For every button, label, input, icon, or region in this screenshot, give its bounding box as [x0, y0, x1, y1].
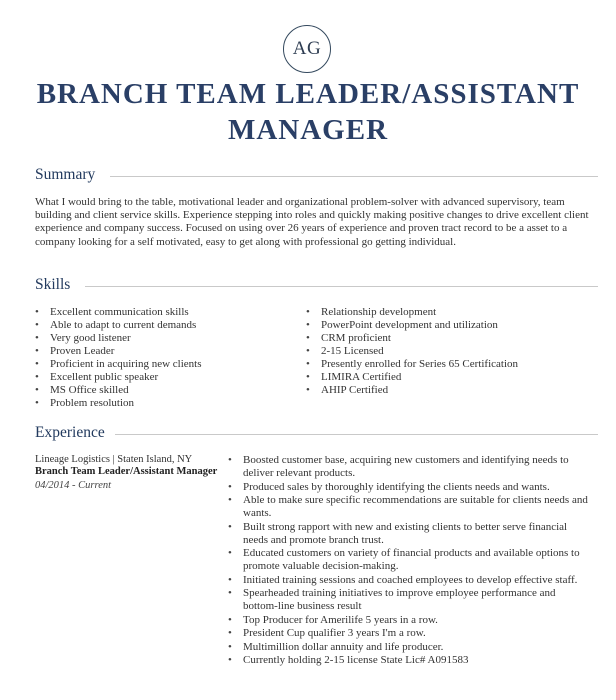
- skills-list-right: [306, 306, 596, 397]
- resume-title-line2: MANAGER: [227, 114, 389, 146]
- skill-item: • LIMIRA Certified: [306, 371, 596, 384]
- skill-item: • Excellent communication skills: [35, 306, 295, 319]
- duty-item: • Produced sales by thoroughly identifying the clients needs and wants.: [228, 481, 588, 494]
- skill-item: • Problem resolution: [35, 397, 295, 410]
- initials-monogram: AG: [283, 25, 331, 73]
- duty-item: • Educated customers on variety of financial products and available options to promote valuable decision-making.: [228, 547, 588, 573]
- skill-item: • Presently enrolled for Series 65 Certification: [306, 358, 596, 371]
- skill-item: • Proficient in acquiring new clients: [35, 358, 295, 371]
- experience-job-title: Branch Team Leader/Assistant Manager: [35, 466, 218, 477]
- duty-item: • Boosted customer base, acquiring new customers and identifying needs to deliver relevant products.: [228, 454, 588, 480]
- skill-item: • Very good listener: [35, 332, 295, 345]
- resume-title: [0, 76, 616, 148]
- skill-item: • PowerPoint development and utilization: [306, 319, 596, 332]
- experience-dates: 04/2014 - Current: [35, 480, 112, 491]
- duty-item: • Top Producer for Amerilife 5 years in a row.: [228, 614, 588, 627]
- resume-title-line1: BRANCH TEAM LEADER/ASSISTANT: [36, 78, 580, 110]
- duty-item: • Currently holding 2-15 license State Lic# A091583: [228, 654, 588, 667]
- skills-heading: Skills: [35, 276, 71, 293]
- skill-item: • AHIP Certified: [306, 384, 596, 397]
- duty-item: • Built strong rapport with new and existing clients to better serve financial needs and promote branch trust.: [228, 521, 588, 547]
- experience-heading: Experience: [35, 424, 105, 441]
- duty-item: • Initiated training sessions and coached employees to develop effective staff.: [228, 574, 588, 587]
- duty-item: • Spearheaded training initiatives to improve employee performance and bottom-line business result: [228, 587, 588, 613]
- duty-item: • Multimillion dollar annuity and life producer.: [228, 641, 588, 654]
- skill-item: • 2-15 Licensed: [306, 345, 596, 358]
- skill-item: • Able to adapt to current demands: [35, 319, 295, 332]
- skill-item: • Excellent public speaker: [35, 371, 295, 384]
- skill-item: • MS Office skilled: [35, 384, 295, 397]
- experience-duties-list: [228, 454, 588, 668]
- experience-divider: [115, 434, 598, 435]
- skill-item: • Proven Leader: [35, 345, 295, 358]
- skill-item: • Relationship development: [306, 306, 596, 319]
- experience-company: Lineage Logistics | Staten Island, NY: [35, 454, 193, 465]
- summary-divider: [110, 176, 598, 177]
- skills-divider: [85, 286, 598, 287]
- skill-item: • CRM proficient: [306, 332, 596, 345]
- duty-item: • President Cup qualifier 3 years I'm a row.: [228, 627, 588, 640]
- summary-text: What I would bring to the table, motivational leader and organizational problem-solver with advanced supervisory, team building and client service skills. Experience stepping into roles and quickly making positive changes to drive excellent client experience and company success. Focused on using over 26 years of experience and proven tract record to be a asset to a company looking for a self motivated, easy to get along with professional go getting individual.: [35, 196, 589, 248]
- duty-item: • Able to make sure specific recommendations are suitable for clients needs and wants.: [228, 494, 588, 520]
- summary-heading: Summary: [35, 166, 96, 183]
- skills-list-left: [35, 306, 295, 410]
